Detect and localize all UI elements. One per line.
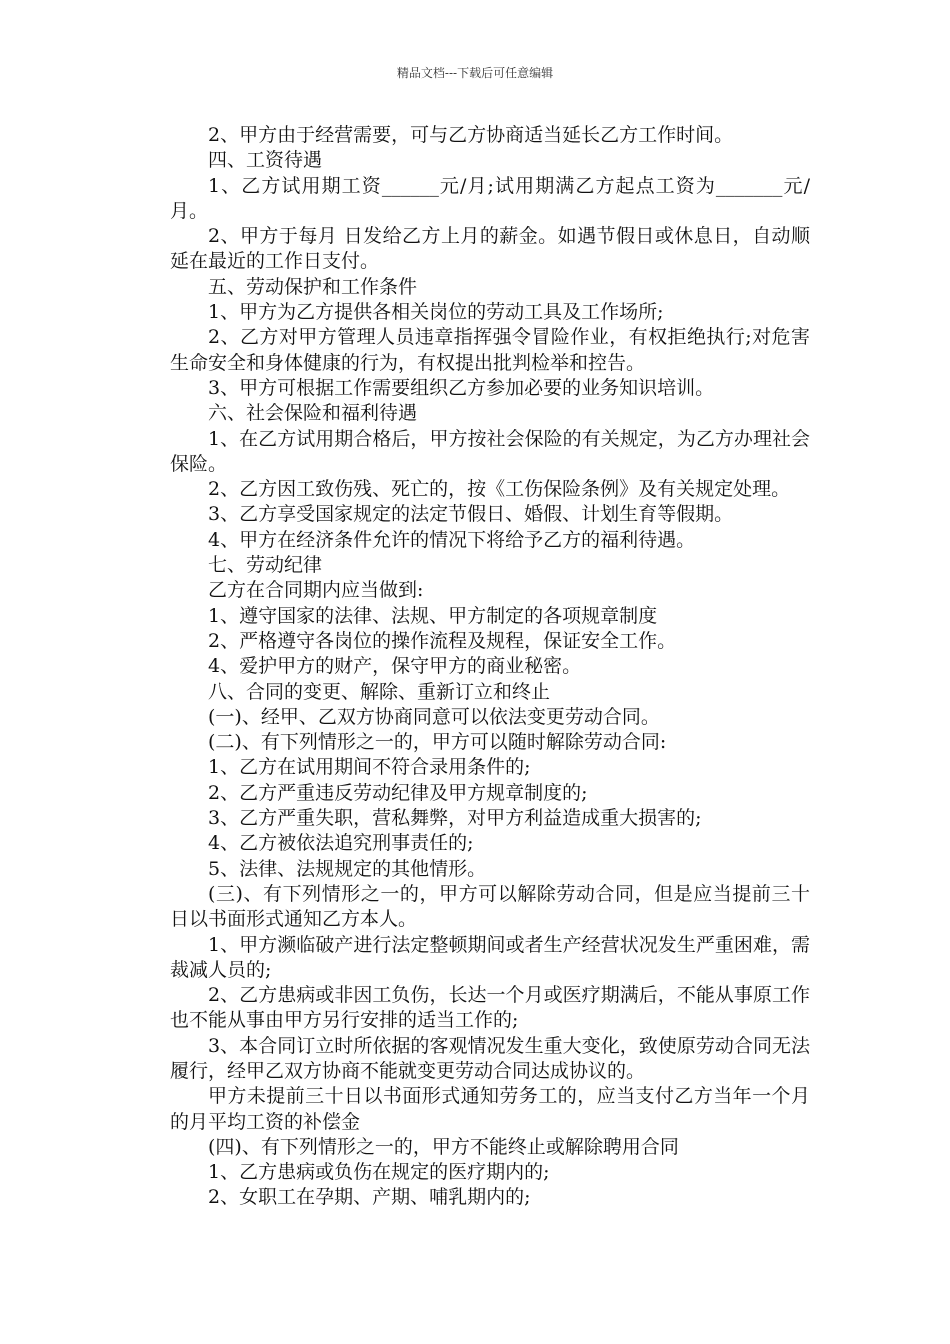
paragraph: 2、乙方患病或非因工负伤，长达一个月或医疗期满后，不能从事原工作也不能从事由甲方另行安排的适当工作的; — [170, 984, 810, 1032]
paragraph: 3、甲方可根据工作需要组织乙方参加必要的业务知识培训。 — [208, 376, 715, 399]
paragraph: 1、在乙方试用期合格后，甲方按社会保险的有关规定，为乙方办理社会保险。 — [170, 427, 810, 475]
section-heading: 六、社会保险和福利待遇 — [208, 402, 418, 425]
paragraph: (四)、有下列情形之一的，甲方不能终止或解除聘用合同 — [208, 1135, 679, 1158]
paragraph: 2、甲方由于经营需要，可与乙方协商适当延长乙方工作时间。 — [208, 124, 734, 146]
paragraph: 3、本合同订立时所依据的客观情况发生重大变化，致使原劳动合同无法履行，经甲乙双方协商不能就变更劳动合同达成协议的。 — [170, 1034, 810, 1082]
paragraph: 4、甲方在经济条件允许的情况下将给予乙方的福利待遇。 — [208, 528, 696, 551]
paragraph: 1、甲方为乙方提供各相关岗位的劳动工具及工作场所; — [208, 301, 664, 324]
section-heading: 四、工资待遇 — [208, 149, 323, 172]
paragraph: 1、甲方濒临破产进行法定整顿期间或者生产经营状况发生严重困难，需裁减人员的; — [170, 933, 810, 981]
paragraph: 甲方未提前三十日以书面形式通知劳务工的，应当支付乙方当年一个月的月平均工资的补偿金 — [170, 1085, 810, 1133]
paragraph: 4、乙方被依法追究刑事责任的; — [208, 832, 474, 855]
paragraph: 2、女职工在孕期、产期、哺乳期内的; — [208, 1186, 531, 1209]
paragraph: 2、乙方严重违反劳动纪律及甲方规章制度的; — [208, 781, 588, 804]
paragraph: 4、爱护甲方的财产，保守甲方的商业秘密。 — [208, 655, 582, 678]
section-heading: 七、劳动纪律 — [208, 554, 323, 577]
paragraph: 5、法律、法规规定的其他情形。 — [208, 857, 487, 880]
paragraph: 乙方在合同期内应当做到: — [208, 579, 424, 602]
paragraph: (三)、有下列情形之一的，甲方可以解除劳动合同，但是应当提前三十日以书面形式通知乙方本人。 — [170, 882, 810, 931]
paragraph: 2、乙方因工致伤残、死亡的，按《工伤保险条例》及有关规定处理。 — [208, 478, 791, 501]
paragraph: 1、乙方试用期工资______元/月;试用期满乙方起点工资为_______元/月。 — [170, 174, 810, 222]
section-heading: 八、合同的变更、解除、重新订立和终止 — [208, 680, 551, 703]
paragraph: 2、严格遵守各岗位的操作流程及规程，保证安全工作。 — [208, 629, 677, 652]
page-header: 精品文档---下载后可任意编辑 — [396, 66, 554, 80]
document-body — [170, 123, 810, 1211]
paragraph: 1、遵守国家的法律、法规、甲方制定的各项规章制度 — [208, 604, 658, 627]
paragraph: 3、乙方严重失职，营私舞弊，对甲方利益造成重大损害的; — [208, 807, 702, 830]
section-heading: 五、劳动保护和工作条件 — [208, 275, 418, 298]
paragraph: (二)、有下列情形之一的，甲方可以随时解除劳动合同: — [208, 731, 667, 754]
paragraph: 1、乙方患病或负伤在规定的医疗期内的; — [208, 1161, 550, 1184]
paragraph: 2、甲方于每月 日发给乙方上月的薪金。如遇节假日或休息日，自动顺延在最近的工作日支付。 — [170, 225, 810, 273]
paragraph: 1、乙方在试用期间不符合录用条件的; — [208, 756, 531, 779]
paragraph: 2、乙方对甲方管理人员违章指挥强令冒险作业，有权拒绝执行;对危害生命安全和身体健康的行为，有权提出批判检举和控告。 — [170, 326, 810, 374]
paragraph: (一)、经甲、乙双方协商同意可以依法变更劳动合同。 — [208, 705, 660, 728]
paragraph: 3、乙方享受国家规定的法定节假日、婚假、计划生育等假期。 — [208, 503, 734, 526]
